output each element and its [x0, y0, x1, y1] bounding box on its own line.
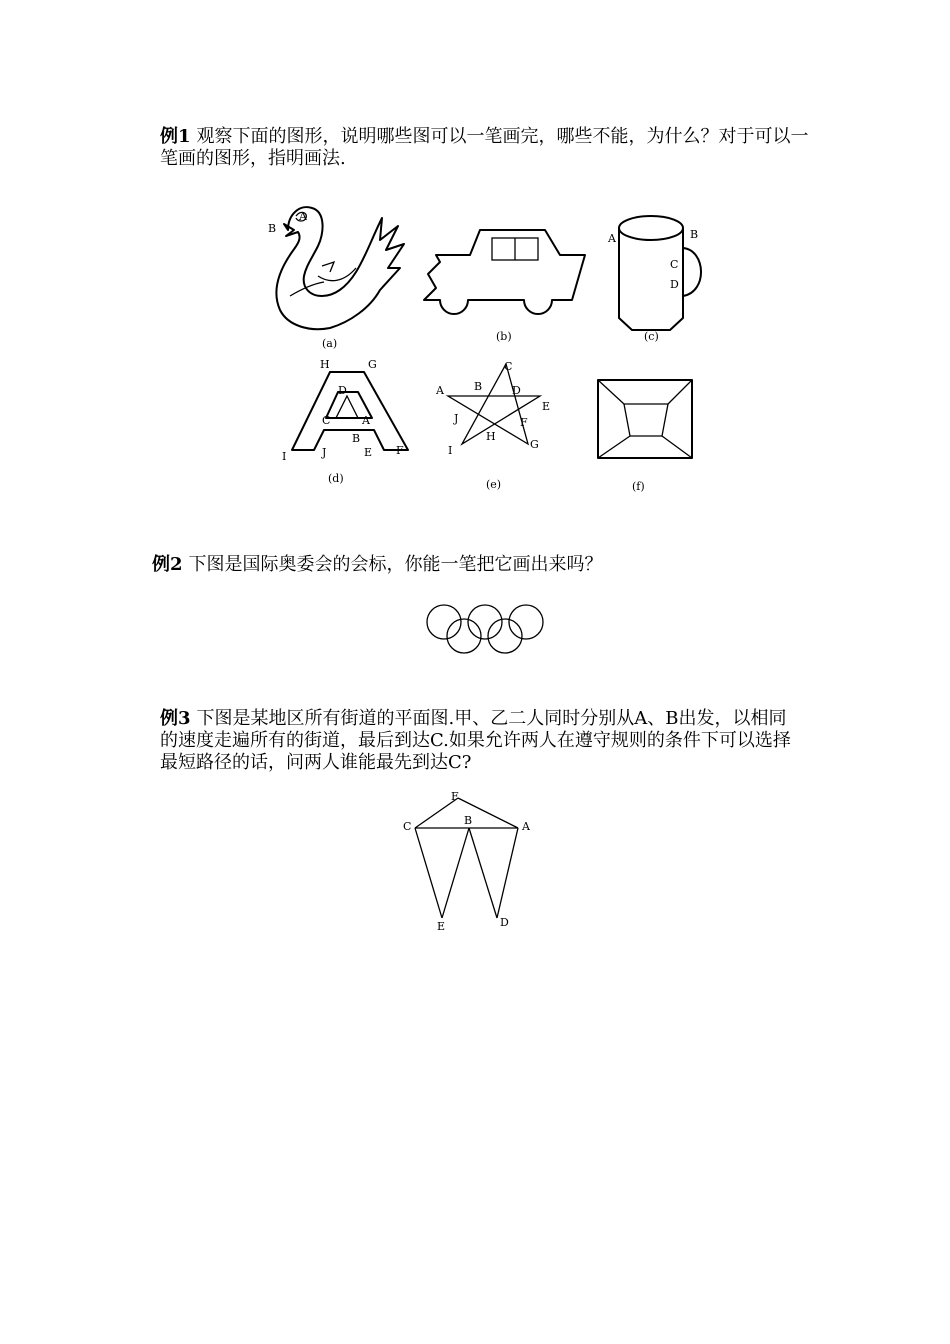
fig-e-point-I: I: [448, 444, 453, 457]
fig-b-caption: (b): [496, 330, 512, 343]
figure-b-car: [424, 230, 585, 343]
street-point-F: F: [451, 790, 459, 803]
fig-c-caption: (c): [644, 330, 659, 343]
fig-e-point-C: C: [504, 360, 513, 373]
street-point-A: A: [522, 820, 530, 833]
street-point-B: B: [464, 814, 473, 827]
fig-c-point-D: D: [670, 278, 679, 291]
street-point-E: E: [437, 920, 446, 933]
example-3-text: 下图是某地区所有街道的平面图.甲、乙二人同时分别从A、B出发，以相同的速度走遍所有的街道，最后到达C.如果允许两人在遵守规则的条件下可以选择最短路径的话，问两人谁能最先到达C?: [160, 708, 791, 773]
street-point-C: C: [403, 820, 412, 833]
street-plan-figure: [403, 790, 531, 933]
fig-d-point-C: C: [322, 414, 331, 427]
fig-e-point-E: E: [542, 400, 551, 413]
fig-e-point-B: B: [474, 380, 483, 393]
fig-e-point-G: G: [530, 438, 539, 451]
example-1-text: 观察下面的图形，说明哪些图可以一笔画完，哪些不能，为什么？对于可以一笔画的图形，指明画法.: [160, 126, 809, 169]
fig-d-point-J: J: [322, 446, 327, 459]
fig-d-point-I: I: [282, 450, 287, 463]
olympic-rings-figure: [427, 605, 543, 653]
fig-f-caption: (f): [632, 480, 645, 493]
example-3-label: 例3: [160, 708, 191, 729]
figure-e-star: [435, 360, 550, 491]
fig-e-point-A: A: [436, 384, 444, 397]
fig-d-point-E: E: [364, 446, 373, 459]
figure-c-cup: [607, 216, 701, 343]
fig-d-point-G: G: [368, 358, 377, 371]
example-2-text: 下图是国际奥委会的会标，你能一笔把它画出来吗？: [188, 554, 603, 575]
example-2-label: 例2: [152, 554, 183, 575]
fig-d-point-B: B: [352, 432, 361, 445]
street-point-D: D: [500, 916, 509, 929]
fig-e-point-D: D: [512, 384, 521, 397]
figure-d-letter-a: [282, 358, 408, 485]
fig-d-caption: (d): [328, 472, 344, 485]
fig-c-point-C: C: [670, 258, 679, 271]
fig-e-point-F: F: [520, 416, 528, 429]
fig-a-point-A: A: [299, 210, 307, 223]
fig-a-caption: (a): [322, 337, 338, 350]
fig-d-point-D: D: [338, 384, 347, 397]
figure-a-swan: [268, 207, 404, 350]
fig-d-point-A: A: [362, 414, 370, 427]
fig-c-point-B: B: [690, 228, 699, 241]
example-1-label: 例1: [160, 126, 191, 147]
fig-c-point-A: A: [608, 232, 616, 245]
fig-e-point-J: J: [454, 412, 459, 425]
fig-e-point-H: H: [486, 430, 496, 443]
fig-d-point-F: F: [396, 444, 404, 457]
fig-d-point-H: H: [320, 358, 330, 371]
fig-a-point-B: B: [268, 222, 277, 235]
figure-f-frame: [598, 380, 692, 493]
fig-e-caption: (e): [486, 478, 502, 491]
